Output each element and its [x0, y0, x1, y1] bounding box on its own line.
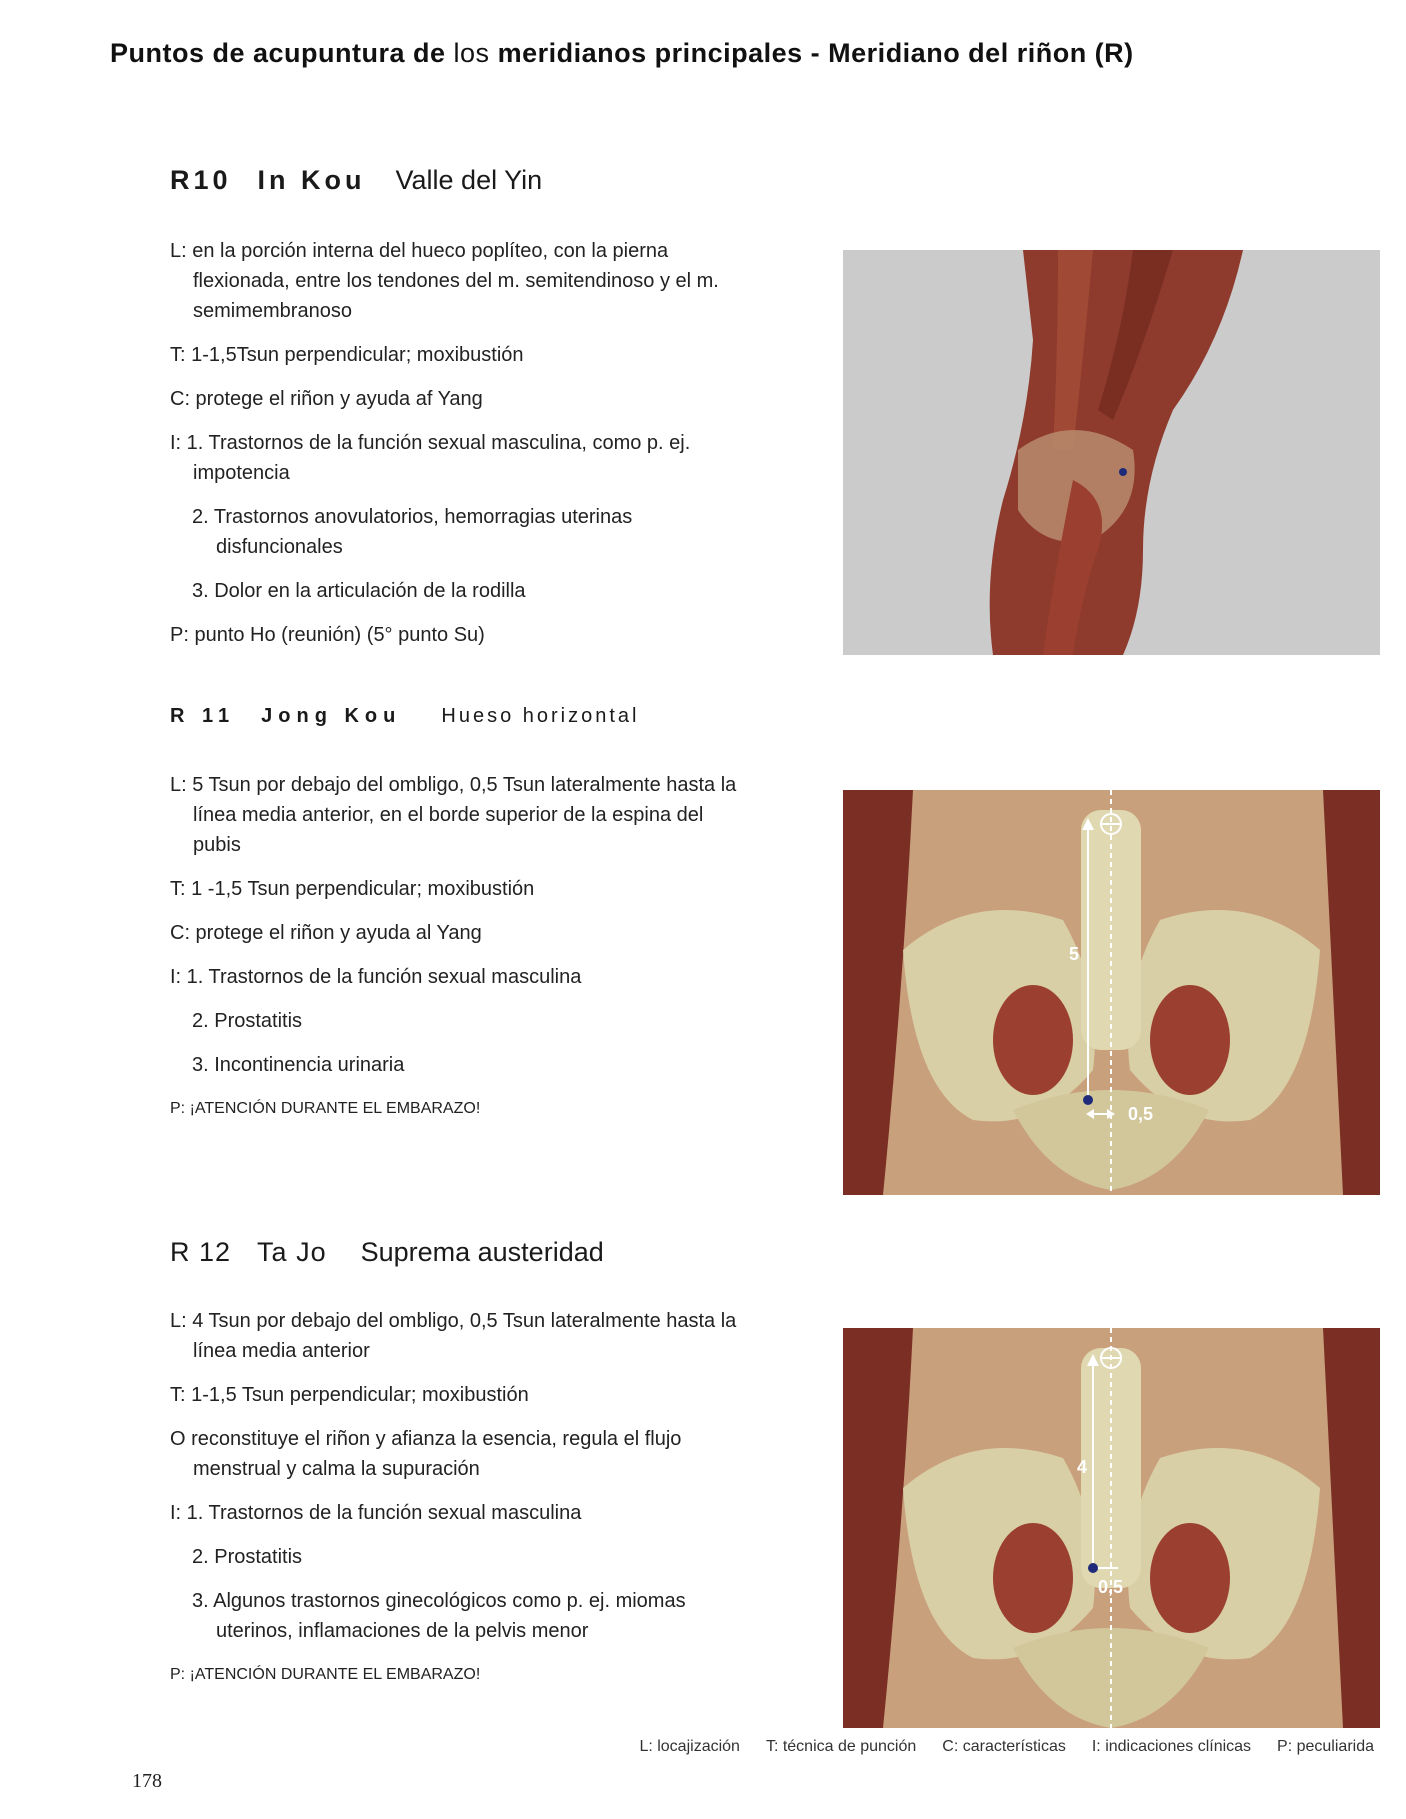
pelvis-drawing — [843, 790, 1380, 1195]
entry-peculiarity: P: ¡ATENCIÓN DURANTE EL EMBARAZO! — [170, 1666, 481, 1683]
point-code: R10 — [170, 165, 232, 195]
point-heading — [170, 165, 750, 196]
acupoint-marker — [1088, 1563, 1098, 1573]
point-translation: Suprema austeridad — [360, 1237, 604, 1267]
pelvis-illustration-r12 — [843, 1328, 1380, 1728]
pelvis-illustration-r11 — [843, 790, 1380, 1195]
point-entries — [170, 236, 750, 650]
entry-indication: 2. Trastornos anovulatorios, hemorragias uterinas disfuncionales — [192, 506, 633, 558]
entry-peculiarity: P: ¡ATENCIÓN DURANTE EL EMBARAZO! — [170, 1100, 481, 1117]
section-r12 — [170, 1237, 750, 1704]
entry-localization: L: en la porción interna del hueco poplíteo, con la pierna flexionada, entre los tendones del m. semitendinoso y el m. semimembranoso — [170, 240, 719, 322]
entry-characteristics: O reconstituye el riñon y afianza la esencia, regula el flujo menstrual y calma la supuración — [170, 1428, 682, 1480]
entry-indication: I: 1. Trastornos de la función sexual masculina — [170, 966, 582, 988]
knee-illustration — [843, 250, 1380, 655]
legend-item: T: técnica de punción — [765, 1738, 917, 1755]
legend-item: P: peculiarida — [1277, 1738, 1374, 1755]
page-number: 178 — [132, 1770, 162, 1792]
entry-indication: 2. Prostatitis — [192, 1546, 303, 1568]
entry-indication: I: 1. Trastornos de la función sexual masculina — [170, 1502, 582, 1524]
point-code: R 12 — [170, 1237, 232, 1267]
measure-vertical-label: 4 — [1077, 1457, 1088, 1477]
point-heading — [170, 705, 750, 728]
legend-item: I: indicaciones clínicas — [1091, 1738, 1252, 1755]
legend-item: L: locajización — [639, 1738, 740, 1755]
legend-item: C: características — [942, 1738, 1066, 1755]
entry-indication: 2. Prostatitis — [192, 1010, 303, 1032]
page-title: Puntos de acupuntura de los meridianos principales - Meridiano del riñon (R) — [110, 38, 1134, 68]
point-entries — [170, 770, 750, 1124]
acupoint-marker — [1083, 1095, 1093, 1105]
pelvis-drawing — [843, 1328, 1380, 1728]
point-name: Jong Kou — [261, 705, 402, 727]
entry-indication: I: 1. Trastornos de la función sexual masculina, como p. ej. impotencia — [170, 432, 691, 484]
measure-horizontal-label: 0,5 — [1098, 1577, 1124, 1597]
entry-indication: 3. Dolor en la articulación de la rodilla — [192, 580, 526, 602]
measure-vertical-label: 5 — [1069, 944, 1080, 964]
entry-localization: L: 5 Tsun por debajo del ombligo, 0,5 Tsun lateralmente hasta la línea media anterior, en el borde superior de la espina del pubis — [170, 774, 737, 856]
abbreviation-legend — [613, 1738, 1374, 1756]
entry-characteristics: C: protege el riñon y ayuda al Yang — [170, 922, 482, 944]
entry-peculiarity: P: punto Ho (reunión) (5° punto Su) — [170, 624, 485, 646]
point-entries — [170, 1306, 750, 1690]
point-translation: Valle del Yin — [395, 165, 543, 195]
section-r11 — [170, 705, 750, 1138]
entry-indication: 3. Incontinencia urinaria — [192, 1054, 405, 1076]
entry-technique: T: 1 -1,5 Tsun perpendicular; moxibustión — [170, 878, 535, 900]
point-translation: Hueso horizontal — [441, 705, 640, 727]
acupoint-marker — [1119, 468, 1127, 476]
point-name: Ta Jo — [257, 1237, 327, 1267]
measure-horizontal-label: 0,5 — [1128, 1104, 1154, 1124]
entry-technique: T: 1-1,5Tsun perpendicular; moxibustión — [170, 344, 524, 366]
knee-drawing — [843, 250, 1380, 655]
point-name: In Kou — [257, 165, 366, 195]
point-code: R 11 — [170, 705, 236, 727]
entry-indication: 3. Algunos trastornos ginecológicos como p. ej. miomas uterinos, inflamaciones de la pelvis menor — [192, 1590, 686, 1642]
point-heading — [170, 1237, 750, 1268]
entry-localization: L: 4 Tsun por debajo del ombligo, 0,5 Tsun lateralmente hasta la línea media anterior — [170, 1310, 737, 1362]
entry-characteristics: C: protege el riñon y ayuda af Yang — [170, 388, 483, 410]
section-r10 — [170, 165, 750, 664]
entry-technique: T: 1-1,5 Tsun perpendicular; moxibustión — [170, 1384, 529, 1406]
